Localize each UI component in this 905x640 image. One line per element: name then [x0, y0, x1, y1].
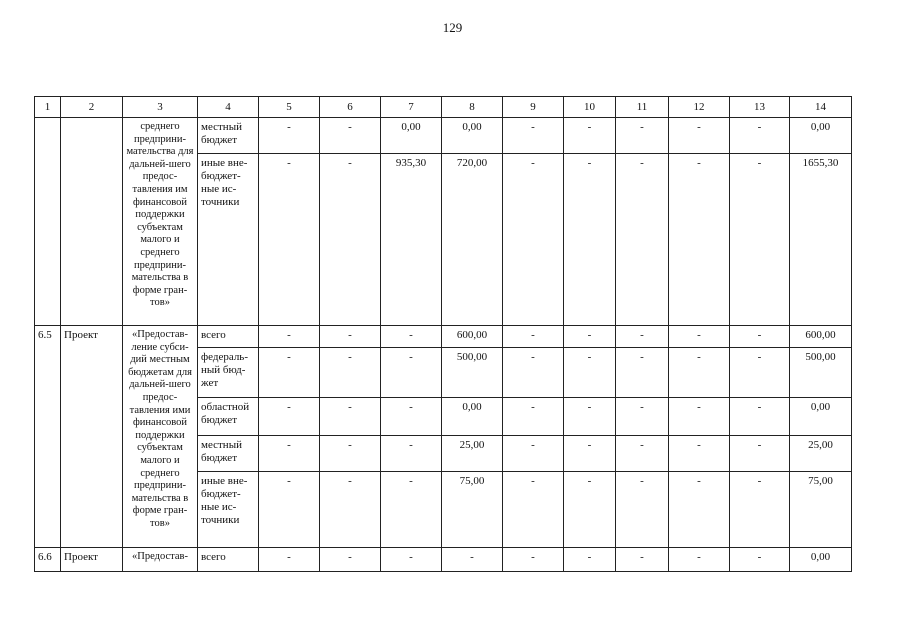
value-cell: -: [730, 472, 790, 548]
value-cell: -: [320, 548, 381, 572]
total-cell: 75,00: [790, 472, 852, 548]
value-cell: 0,00: [381, 118, 442, 154]
column-header: 1: [35, 97, 61, 118]
value-cell: -: [669, 154, 730, 326]
value-cell: -: [616, 326, 669, 348]
value-cell: -: [564, 548, 616, 572]
column-header: 4: [198, 97, 259, 118]
value-cell: -: [503, 472, 564, 548]
value-cell: -: [259, 154, 320, 326]
value-cell: -: [381, 436, 442, 472]
value-cell: -: [616, 154, 669, 326]
value-cell: -: [320, 154, 381, 326]
column-header: 8: [442, 97, 503, 118]
value-cell: -: [503, 436, 564, 472]
table-row: [35, 118, 852, 154]
value-cell: -: [564, 398, 616, 436]
funding-source: всего: [198, 548, 259, 572]
value-cell: 720,00: [442, 154, 503, 326]
column-header: 2: [61, 97, 123, 118]
row-type-cell: Проект: [61, 326, 123, 548]
value-cell: -: [259, 436, 320, 472]
value-cell: -: [564, 326, 616, 348]
funding-source: иные вне-бюджет-ные ис-точники: [198, 154, 259, 326]
funding-source: областной бюджет: [198, 398, 259, 436]
value-cell: -: [564, 118, 616, 154]
value-cell: -: [730, 436, 790, 472]
value-cell: 25,00: [442, 436, 503, 472]
value-cell: -: [730, 548, 790, 572]
column-header: 10: [564, 97, 616, 118]
value-cell: -: [381, 326, 442, 348]
value-cell: -: [259, 118, 320, 154]
row-number-cell: 6.5: [35, 326, 61, 548]
value-cell: -: [320, 472, 381, 548]
value-cell: -: [259, 548, 320, 572]
value-cell: -: [730, 398, 790, 436]
funding-source: иные вне-бюджет-ные ис-точники: [198, 472, 259, 548]
value-cell: 75,00: [442, 472, 503, 548]
value-cell: -: [669, 436, 730, 472]
row-type-cell: [61, 118, 123, 326]
value-cell: -: [320, 326, 381, 348]
total-cell: 600,00: [790, 326, 852, 348]
column-header: 13: [730, 97, 790, 118]
value-cell: -: [669, 118, 730, 154]
value-cell: -: [616, 436, 669, 472]
value-cell: -: [616, 548, 669, 572]
value-cell: -: [616, 118, 669, 154]
row-description: «Предостав-ление субси-дий местным бюджетам для дальней-шего предос-тавления ими финансовой поддержки субъектам малого и среднего предприни-мательства в форме гран-тов»: [123, 326, 198, 548]
value-cell: -: [381, 348, 442, 398]
value-cell: -: [669, 548, 730, 572]
value-cell: -: [259, 398, 320, 436]
value-cell: -: [259, 472, 320, 548]
funding-source: всего: [198, 326, 259, 348]
funding-source: местный бюджет: [198, 118, 259, 154]
column-header: 9: [503, 97, 564, 118]
total-cell: 500,00: [790, 348, 852, 398]
column-header: 3: [123, 97, 198, 118]
column-header: 14: [790, 97, 852, 118]
value-cell: -: [564, 436, 616, 472]
value-cell: -: [564, 154, 616, 326]
row-type-cell: Проект: [61, 548, 123, 572]
value-cell: -: [730, 348, 790, 398]
value-cell: -: [616, 398, 669, 436]
column-header: 11: [616, 97, 669, 118]
row-number-cell: [35, 118, 61, 326]
value-cell: -: [730, 118, 790, 154]
value-cell: 600,00: [442, 326, 503, 348]
total-cell: 25,00: [790, 436, 852, 472]
total-cell: 0,00: [790, 398, 852, 436]
value-cell: 500,00: [442, 348, 503, 398]
total-cell: 1655,30: [790, 154, 852, 326]
value-cell: -: [669, 348, 730, 398]
value-cell: -: [564, 348, 616, 398]
row-description: «Предостав-: [123, 548, 198, 572]
value-cell: -: [503, 398, 564, 436]
total-cell: 0,00: [790, 548, 852, 572]
value-cell: -: [503, 326, 564, 348]
page-number: 129: [442, 20, 463, 35]
value-cell: -: [259, 348, 320, 398]
value-cell: -: [503, 154, 564, 326]
table-row: [35, 548, 852, 572]
value-cell: 935,30: [381, 154, 442, 326]
value-cell: 0,00: [442, 398, 503, 436]
value-cell: 0,00: [442, 118, 503, 154]
value-cell: -: [730, 154, 790, 326]
column-header: 5: [259, 97, 320, 118]
value-cell: -: [381, 548, 442, 572]
value-cell: -: [616, 472, 669, 548]
value-cell: -: [503, 548, 564, 572]
value-cell: -: [381, 472, 442, 548]
value-cell: -: [259, 326, 320, 348]
value-cell: -: [320, 436, 381, 472]
funding-source: местный бюджет: [198, 436, 259, 472]
value-cell: -: [320, 118, 381, 154]
table-row: [35, 326, 852, 348]
total-cell: 0,00: [790, 118, 852, 154]
value-cell: -: [730, 326, 790, 348]
value-cell: -: [381, 398, 442, 436]
budget-table: [34, 96, 852, 572]
row-description: среднего предприни-мательства для дальней-шего предос-тавления им финансовой поддержки субъектам малого и среднего предприни-мательства в форме гран-тов»: [123, 118, 198, 326]
value-cell: -: [503, 118, 564, 154]
value-cell: -: [442, 548, 503, 572]
value-cell: -: [669, 326, 730, 348]
column-header: 12: [669, 97, 730, 118]
column-header: 6: [320, 97, 381, 118]
value-cell: -: [616, 348, 669, 398]
value-cell: -: [669, 472, 730, 548]
value-cell: -: [564, 472, 616, 548]
value-cell: -: [320, 348, 381, 398]
value-cell: -: [669, 398, 730, 436]
row-number-cell: 6.6: [35, 548, 61, 572]
value-cell: -: [320, 398, 381, 436]
table-header-row: [35, 97, 852, 118]
funding-source: федераль-ный бюд-жет: [198, 348, 259, 398]
value-cell: -: [503, 348, 564, 398]
column-header: 7: [381, 97, 442, 118]
